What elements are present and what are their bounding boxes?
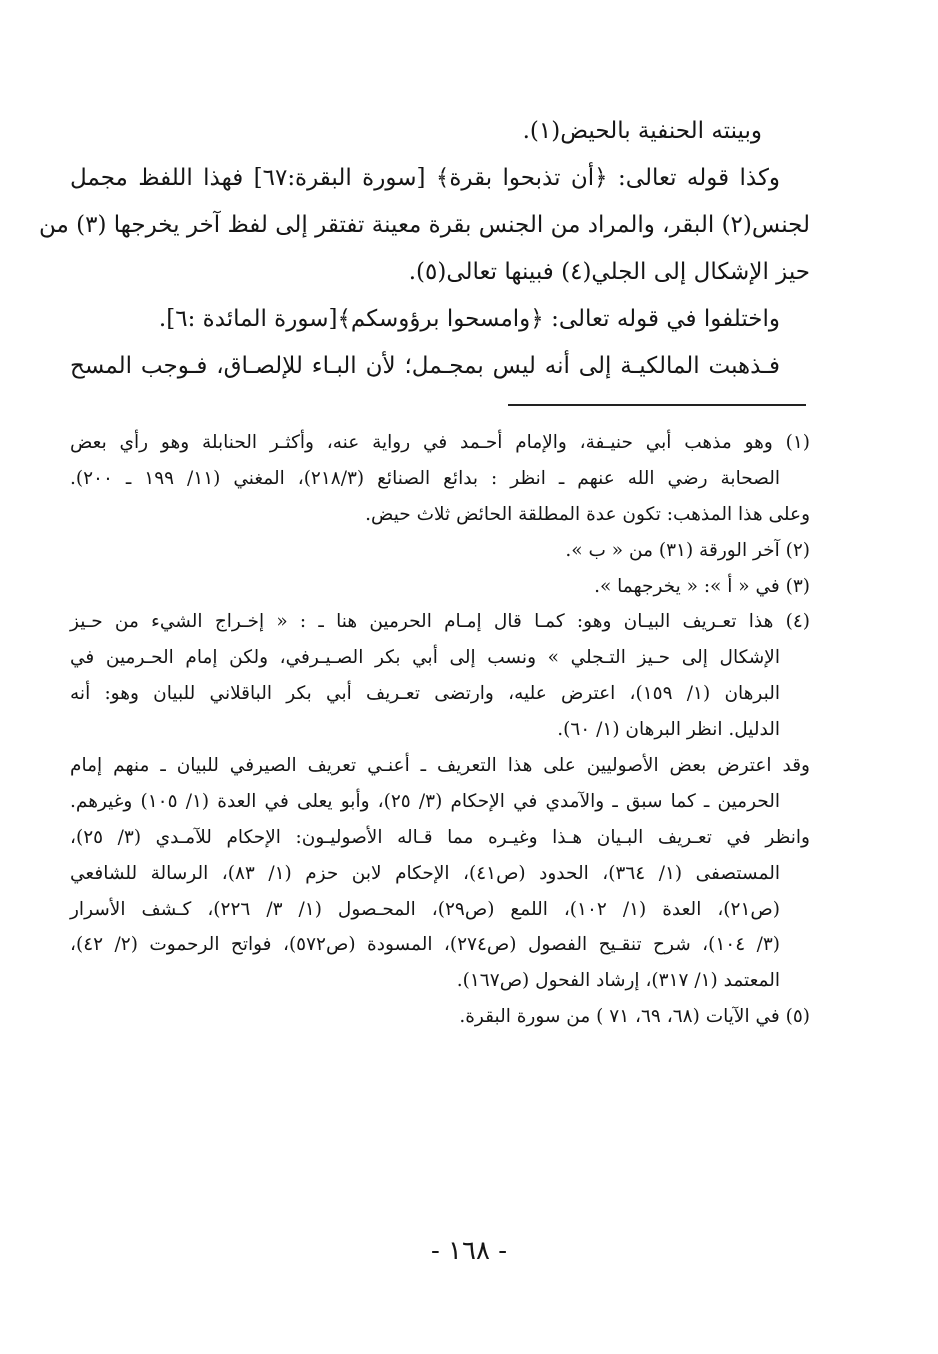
main-line: وكذا قوله تعالى: ﴿أن تذبحوا بقرة﴾ [سورة البقرة:٦٧] فهذا اللفظ مجمل <box>70 165 780 191</box>
page-number: - ١٦٨ - <box>430 1236 508 1266</box>
main-line: فـذهبت المالكيـة إلى أنه ليس بمجـمل؛ لأن البـاء للإلصـاق، فـوجب المسح <box>70 353 780 379</box>
footnote-line: وعلى هذا المذهب: تكون عدة المطلقة الحائض ثلاث حيض. <box>365 503 810 525</box>
footnote-line: المستصفى (١/ ٣٦٤)، الحدود (ص٤١)، الإحكام لابن حزم (١/ ٨٣)، الرسالة للشافعي <box>70 862 780 884</box>
footnote-line: الإشكال إلى حـيز التـجلي » ونسب إلى أبي بكر الصـيـرفي، ولكن إمام الحـرمين في <box>70 647 780 669</box>
main-line: حيز الإشكال إلى الجلي(٤) فبينها تعالى(٥). <box>408 259 810 285</box>
main-line: واختلفوا في قوله تعالى: ﴿وامسحوا برؤوسكم﴾[سورة المائدة :٦]. <box>158 306 780 332</box>
footnote-line: (٢) آخر الورقة (٣١) من « ب ». <box>565 539 810 561</box>
main-line: لجنس(٢) البقر، والمراد من الجنس بقرة معينة تفتقر إلى لفظ آخر يخرجها (٣) من <box>39 212 810 238</box>
footnote-line: الدليل. انظر البرهان (١/ ٦٠). <box>557 719 780 741</box>
footnote-line: المعتمد (١/ ٣١٧)، إرشاد الفحول (ص١٦٧). <box>456 970 780 992</box>
footnotes <box>70 425 810 1035</box>
footnote-line: الصحابة رضي الله عنهم ـ انظر : بدائع الصنائع (٢١٨/٣)، المغني (١١/ ١٩٩ ـ ٢٠٠). <box>70 467 780 489</box>
footnote-line: (٣) في « أ »: « يخرجهما ». <box>594 575 810 597</box>
footnote-line: الحرمين ـ كما سبق ـ والآمدي في الإحكام (٣/ ٢٥)، وأبو يعلى في العدة (١/ ١٠٥) وغيرهم. <box>70 790 781 812</box>
footnote-line: وانظر في تعـريف البـيان هـذا وغيـره مما قـاله الأصوليـون: الإحكام للآمـدي (٣/ ٢٥)، <box>70 826 810 848</box>
footnote-line: (١) وهو مذهب أبي حنيـفة، والإمام أحـمد في رواية عنه، وأكثـر الحنابلة وهو رأي بعض <box>70 432 810 453</box>
footnote-separator <box>508 404 806 406</box>
footnote-line: (٥) في الآيات (٦٨، ٦٩، ٧١ ) من سورة البقرة. <box>459 1006 810 1028</box>
footnote-line: (ص٢١)، العدة (١/ ١٠٢)، اللمع (ص٢٩)، المحـصول (١/ ٣/ ٢٢٦)، كـشف الأسرار <box>70 898 780 920</box>
main-line: وبينته الحنفية بالحيض(١). <box>522 118 762 144</box>
footnote-line: (٣/ ١٠٤)، شرح تنقـيح الفصول (ص٢٧٤)، المسودة (ص٥٧٢)، فواتح الرحموت (٢/ ٤٢)، <box>70 934 780 956</box>
footnote-line: (٤) هذا تعـريف البيـان وهو: كمـا قال إمـام الحرمين هنا ـ : « إخـراج الشيء من حـيز <box>70 611 810 633</box>
main-text <box>39 108 810 390</box>
footnote-line: وقد اعترض بعض الأصوليين على هذا التعريف ـ أعنـي تعريف الصيرفي للبيان ـ منهم إمام <box>70 755 810 777</box>
footnote-line: البرهان (١/ ١٥٩)، اعترض عليه، وارتضى تعـريف أبي بكر الباقلاني للبيان وهو: أنه <box>70 683 780 705</box>
